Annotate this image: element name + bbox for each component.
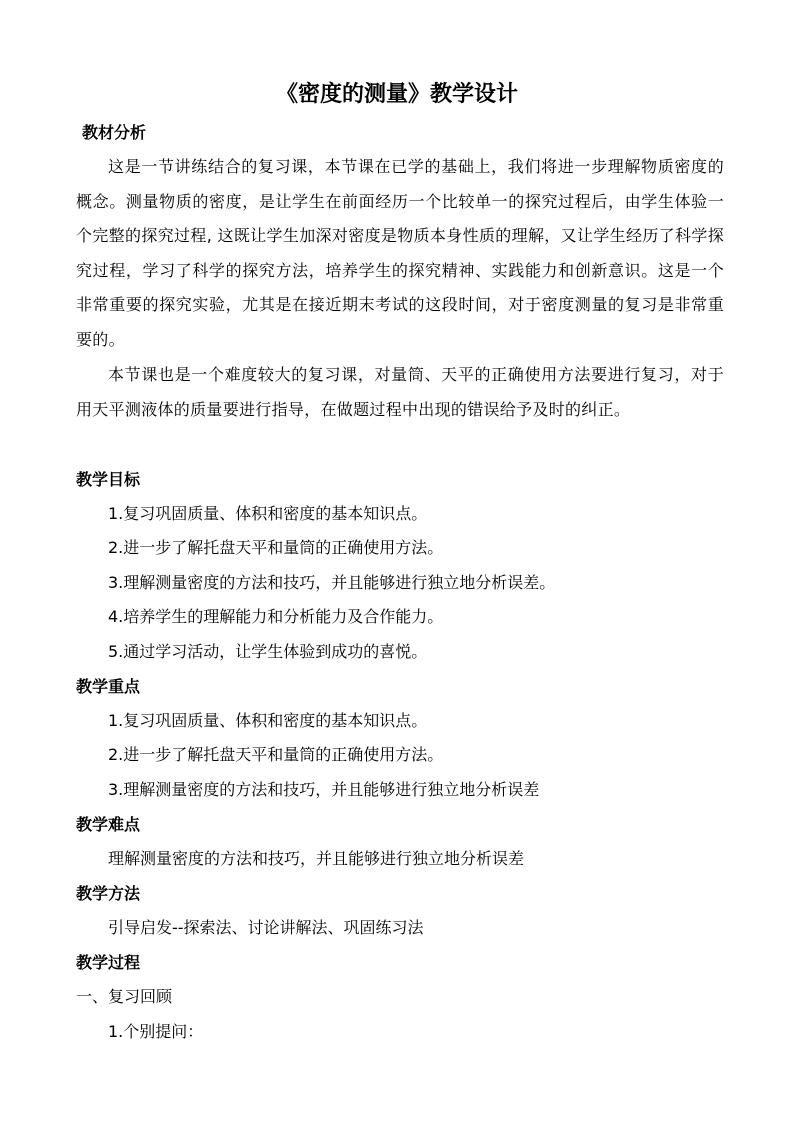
section-heading-analysis: 教材分析 [82,123,147,142]
key-point-item-1: 1.复习巩固质量、体积和密度的基本知识点。 [108,711,428,730]
methods-text: 引导启发--探索法、讨论讲解法、巩固练习法 [108,918,424,937]
goal-item-2: 2.进一步了解托盘天平和量筒的正确使用方法。 [108,538,444,557]
document-title: 《密度的测量》教学设计 [275,82,518,107]
goal-item-1: 1.复习巩固质量、体积和密度的基本知识点。 [108,504,428,523]
goal-item-4: 4.培养学生的理解能力和分析能力及合作能力。 [108,607,444,626]
section-heading-goals: 教学目标 [76,470,141,489]
goal-item-5: 5.通过学习活动，让学生体验到成功的喜悦。 [108,642,428,661]
section-heading-process: 教学过程 [76,953,141,972]
key-point-item-3: 3.理解测量密度的方法和技巧，并且能够进行独立地分析误差 [108,780,540,799]
process-item-1: 1.个别提问： [108,1022,204,1041]
analysis-paragraph-2: 本节课也是一个难度较大的复习课，对量筒、天平的正确使用方法要进行复习，对于用天平测液体的质量要进行指导，在做题过程中出现的错误给予及时的纠正。 [76,365,724,419]
section-heading-key-points: 教学重点 [76,677,141,696]
section-heading-difficulties: 教学难点 [76,815,141,834]
difficulties-text: 理解测量密度的方法和技巧，并且能够进行独立地分析误差 [108,849,525,868]
process-subheading: 一、复习回顾 [76,987,173,1006]
goal-item-3: 3.理解测量密度的方法和技巧，并且能够进行独立地分析误差。 [108,573,556,592]
analysis-paragraph-1: 这是一节讲练结合的复习课，本节课在已学的基础上，我们将进一步理解物质密度的概念。测量物质的密度，是让学生在前面经历一个比较单一的探究过程后，由学生体验一个完整的探究过程, 这既让学生加深对密度是物质本身性质的理解，又让学生经历了科学探究过程，学习了科学的探究方法，培养学生的探究精神、实践能力和创新意识。这是一个非常重要的探究实验，尤其是在接近期末考试的这段时间，对于密度测量的复习是非常重要的。 [76,157,724,349]
key-point-item-2: 2.进一步了解托盘天平和量筒的正确使用方法。 [108,745,444,764]
section-heading-methods: 教学方法 [76,884,141,903]
